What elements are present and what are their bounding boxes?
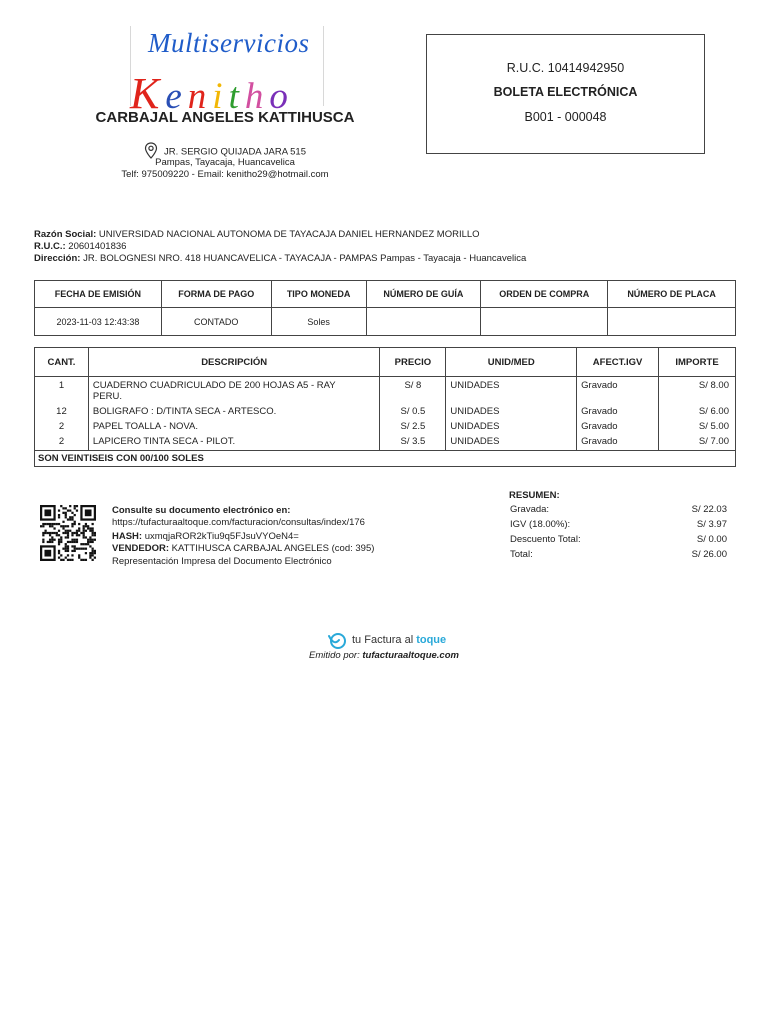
client-address (34, 253, 526, 264)
issuer-contact: Telf: 975009220 - Email: kenitho29@hotmail.com (121, 169, 329, 180)
logo-letter: e (165, 76, 188, 117)
info-value-row (35, 308, 736, 336)
document-type: BOLETA ELECTRÓNICA (493, 85, 638, 99)
value-numero-guia (366, 308, 481, 336)
summary-title: RESUMEN: (509, 490, 560, 501)
seller-value: KATTIHUSCA CARBAJAL ANGELES (cod: 395) (169, 543, 375, 554)
item-unid: UNIDADES (446, 419, 577, 434)
item-precio: S/ 8 (380, 377, 446, 405)
consult-hash (112, 531, 299, 542)
table-row (35, 404, 736, 419)
items-table (34, 347, 736, 467)
item-precio: S/ 2.5 (380, 419, 446, 434)
item-cant: 2 (35, 434, 89, 451)
issuer-name: CARBAJAL ANGELES KATTIHUSCA (95, 109, 355, 126)
emitted-site: tufacturaaltoque.com (362, 650, 459, 661)
header-precio: PRECIO (380, 348, 446, 377)
summary-descuento-label: Descuento Total: (510, 534, 581, 545)
item-desc: LAPICERO TINTA SECA - PILOT. (88, 434, 380, 451)
table-row (35, 419, 736, 434)
brand-name (352, 634, 446, 646)
amount-in-words-row (35, 451, 736, 467)
header-orden-compra: ORDEN DE COMPRA (481, 281, 608, 308)
client-razon-value: UNIVERSIDAD NACIONAL AUTONOMA DE TAYACAJA DANIEL HERNANDEZ MORILLO (96, 229, 480, 240)
header-numero-guia: NÚMERO DE GUÍA (366, 281, 481, 308)
summary-descuento-value: S/ 0.00 (696, 534, 727, 545)
consult-title: Consulte su documento electrónico en: (112, 505, 291, 516)
hash-value: uxmqjaROR2kTiu9q5FJsuVYOeN4= (142, 531, 299, 542)
document-info-table (34, 280, 736, 336)
client-ruc (34, 241, 126, 252)
emitted-prefix: Emitido por: (309, 650, 363, 661)
header-forma-pago: FORMA DE PAGO (161, 281, 271, 308)
client-address-value: JR. BOLOGNESI NRO. 418 HUANCAVELICA - TAYACAJA - PAMPAS Pampas - Tayacaja - Huancavelica (80, 253, 527, 264)
header-numero-placa: NÚMERO DE PLACA (608, 281, 736, 308)
item-importe: S/ 5.00 (659, 419, 736, 434)
item-unid: UNIDADES (446, 434, 577, 451)
hash-label: HASH: (112, 531, 143, 542)
item-afect: Gravado (577, 404, 659, 419)
items-header-row (35, 348, 736, 377)
header-tipo-moneda: TIPO MONEDA (271, 281, 366, 308)
client-razon-label: Razón Social: (34, 229, 97, 240)
header-fecha-emision: FECHA DE EMISIÓN (35, 281, 162, 308)
item-cant: 1 (35, 377, 89, 405)
brand-accent: toque (416, 634, 447, 646)
item-precio: S/ 0.5 (380, 404, 446, 419)
info-header-row (35, 281, 736, 308)
item-unid: UNIDADES (446, 377, 577, 405)
header-descripcion: DESCRIPCIÓN (88, 348, 380, 377)
value-numero-placa (608, 308, 736, 336)
item-afect: Gravado (577, 434, 659, 451)
item-desc: PAPEL TOALLA - NOVA. (88, 419, 380, 434)
logo-letter: K (130, 69, 166, 118)
item-importe: S/ 8.00 (659, 377, 736, 405)
item-unid: UNIDADES (446, 404, 577, 419)
header-unid-med: UNID/MED (446, 348, 577, 377)
item-cant: 2 (35, 419, 89, 434)
consult-url[interactable]: https://tufacturaaltoque.com/facturacion/consultas/index/176 (112, 517, 365, 528)
brand-main: tu Factura al (352, 634, 417, 646)
issuer-ruc: R.U.C. 10414942950 (506, 61, 625, 75)
summary-igv-label: IGV (18.00%): (510, 519, 571, 530)
logo-multiservicios: Multiservicios (148, 28, 310, 58)
header-cant: CANT. (35, 348, 89, 377)
amount-in-words: SON VEINTISEIS CON 00/100 SOLES (35, 451, 736, 467)
logo-letter: t (228, 76, 245, 117)
logo-letter: i (212, 76, 229, 117)
logo-letter: h (244, 76, 270, 117)
item-desc: CUADERNO CUADRICULADO DE 200 HOJAS A5 - RAY PERU. (88, 377, 380, 405)
item-desc: BOLIGRAFO : D/TINTA SECA - ARTESCO. (88, 404, 380, 419)
emitted-by (0, 650, 768, 661)
client-address-label: Dirección: (34, 253, 81, 264)
logo-letter: n (187, 76, 213, 117)
item-precio: S/ 3.5 (380, 434, 446, 451)
client-ruc-value: 20601401836 (65, 241, 127, 252)
table-row (35, 434, 736, 451)
issuer-city: Pampas, Tayacaja, Huancavelica (155, 157, 295, 168)
value-forma-pago: CONTADO (161, 308, 271, 336)
value-tipo-moneda: Soles (271, 308, 366, 336)
seller-label: VENDEDOR: (112, 543, 170, 554)
summary-gravada-value: S/ 22.03 (691, 504, 727, 515)
value-fecha-emision: 2023-11-03 12:43:38 (35, 308, 162, 336)
qr-code (38, 505, 98, 561)
item-importe: S/ 7.00 (659, 434, 736, 451)
consult-seller (112, 543, 374, 554)
logo-letter: o (269, 76, 294, 117)
consult-representation: Representación Impresa del Documento Electrónico (112, 556, 332, 567)
summary-gravada-label: Gravada: (510, 504, 550, 515)
value-orden-compra (481, 308, 608, 336)
client-razon-social (34, 229, 480, 240)
summary-igv-value: S/ 3.97 (696, 519, 727, 530)
document-number: B001 - 000048 (524, 110, 607, 124)
item-importe: S/ 6.00 (659, 404, 736, 419)
summary-total-value: S/ 26.00 (691, 549, 727, 560)
item-cant: 12 (35, 404, 89, 419)
summary-total-label: Total: (510, 549, 533, 560)
table-row (35, 377, 736, 405)
issuer-address-text: JR. SERGIO QUIJADA JARA 515 (163, 146, 307, 158)
header-importe: IMPORTE (659, 348, 736, 377)
header-afect-igv: AFECT.IGV (577, 348, 659, 377)
item-afect: Gravado (577, 377, 659, 405)
client-ruc-label: R.U.C.: (34, 241, 66, 252)
item-afect: Gravado (577, 419, 659, 434)
